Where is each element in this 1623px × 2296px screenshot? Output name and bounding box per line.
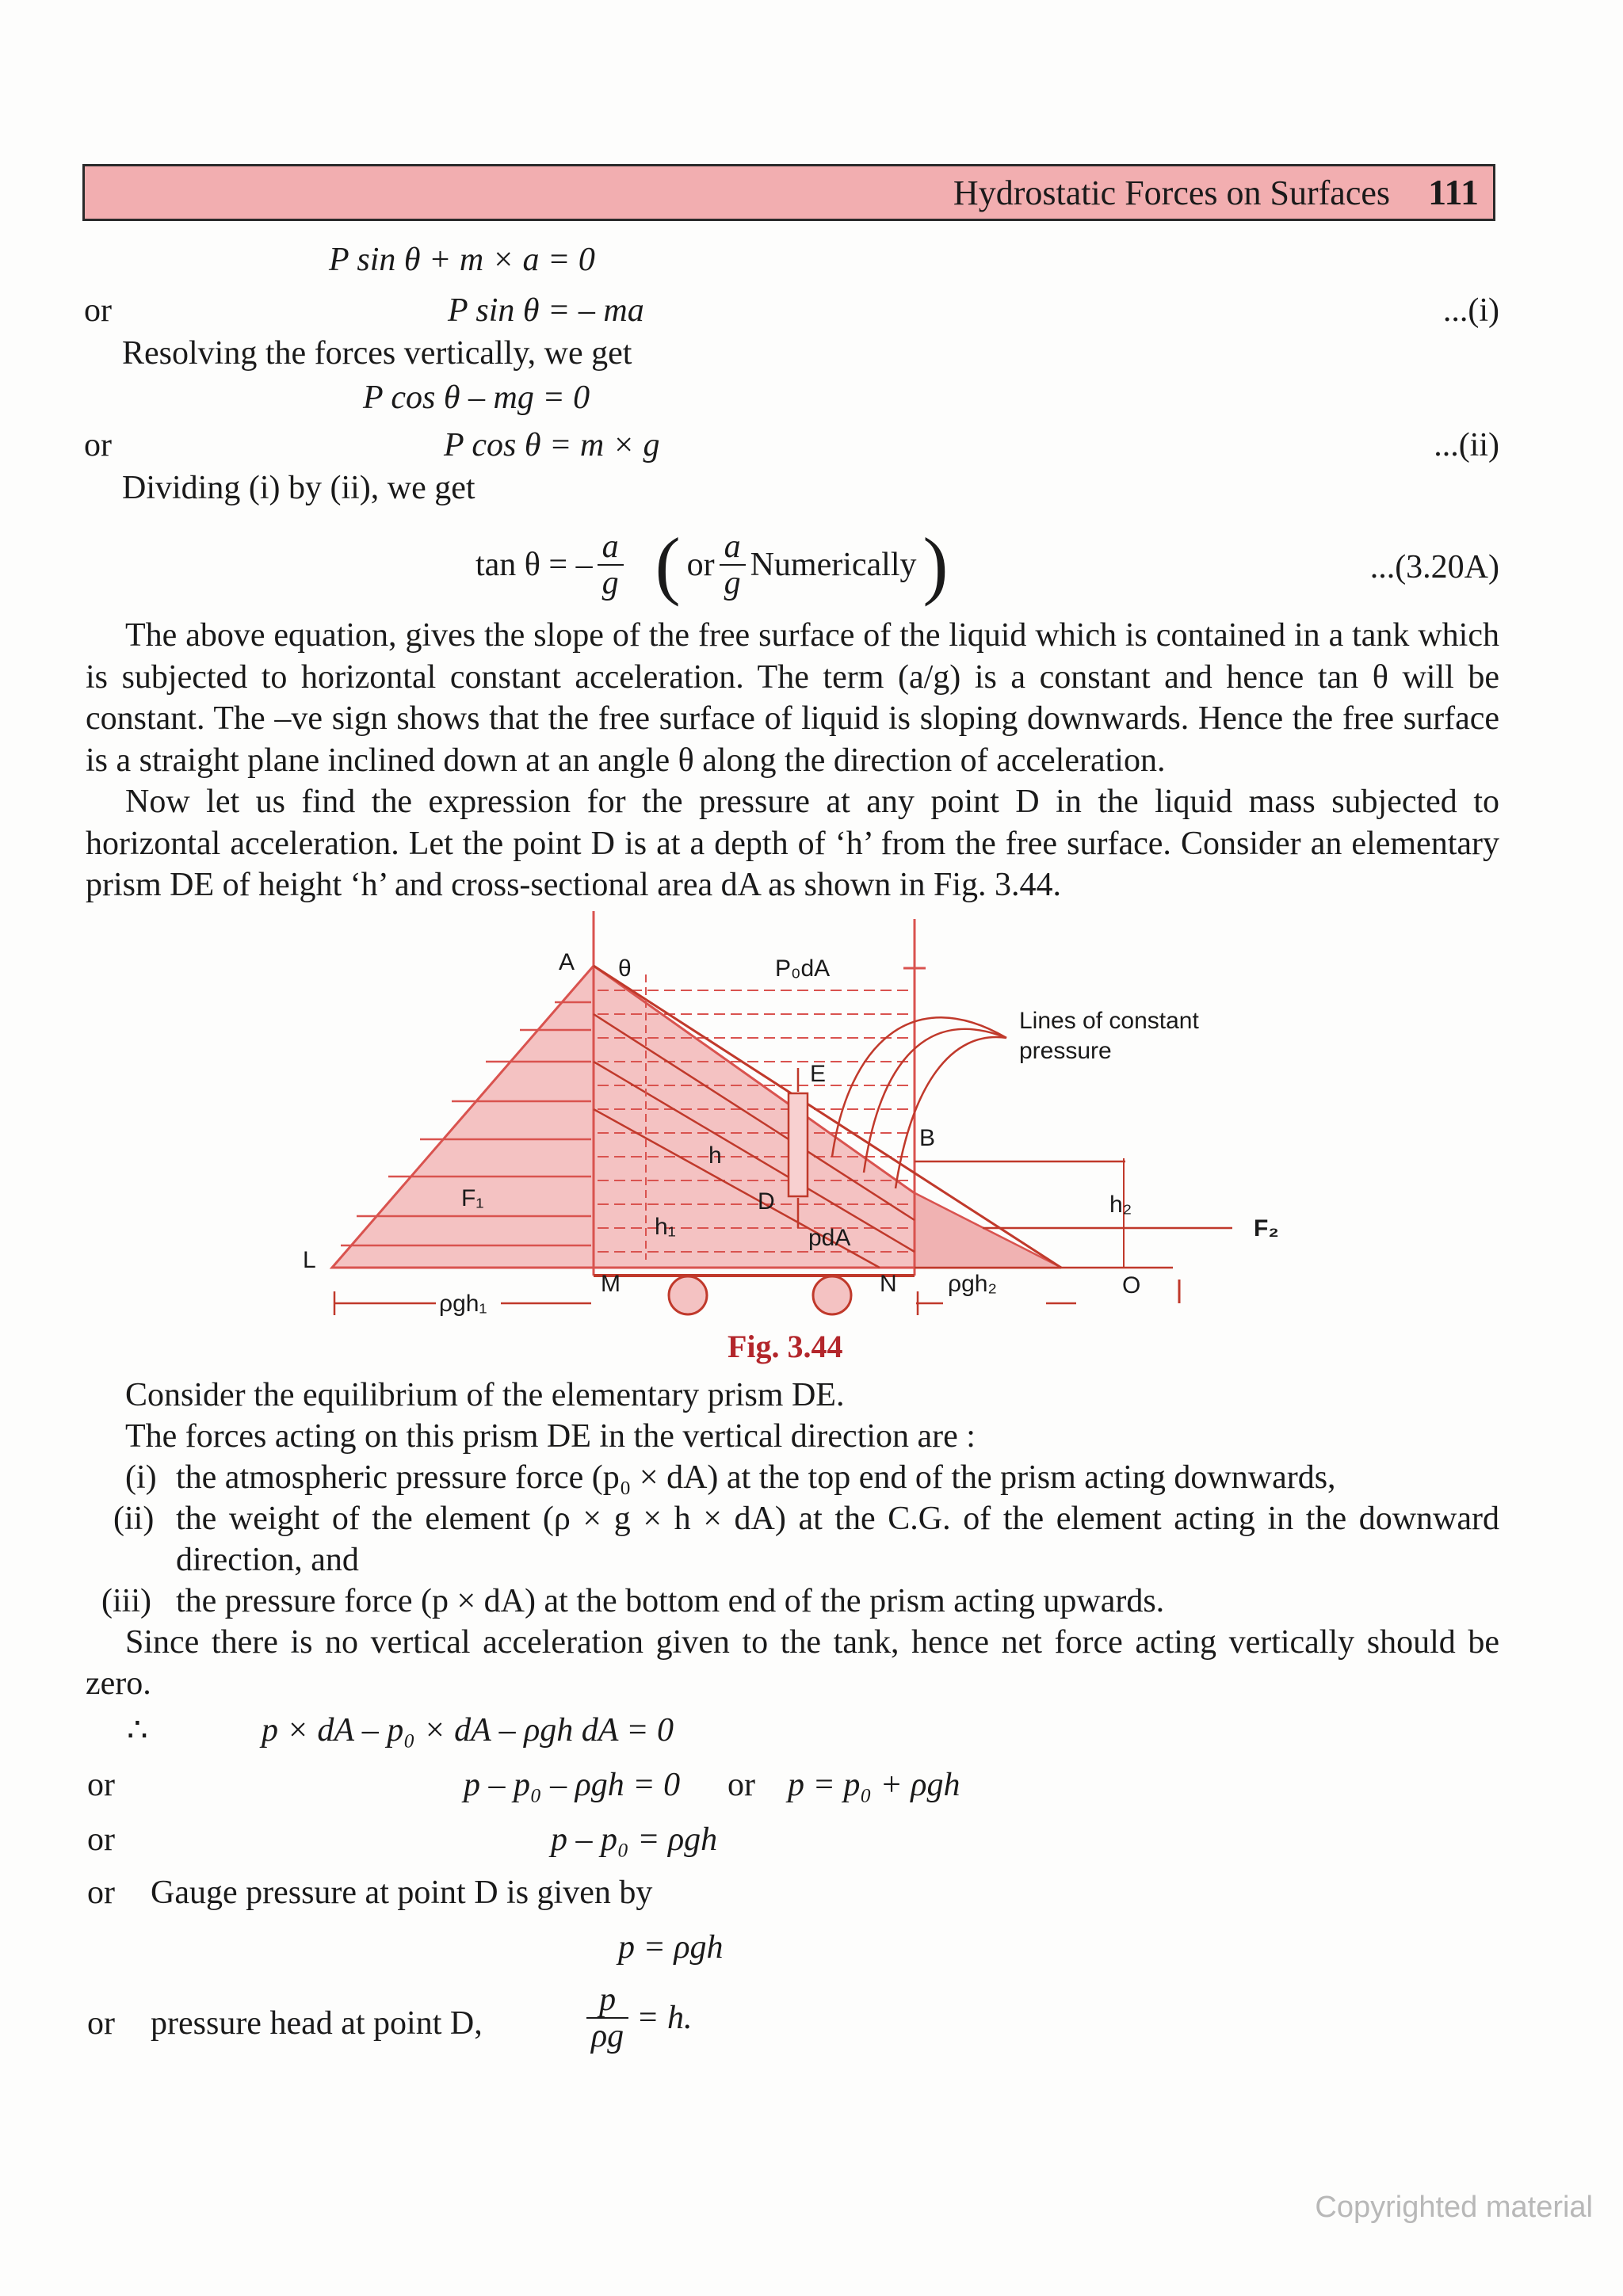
- fraction-a-g: [598, 529, 624, 601]
- numerator: a: [720, 529, 746, 566]
- or-word: or: [686, 547, 715, 583]
- item-2-text: the weight of the element (ρ × g × h × dA) at the C.G. of the element acting in the downward: [176, 1501, 1499, 1537]
- label-O: O: [1122, 1272, 1141, 1299]
- elementary-prism-DE: [789, 1093, 808, 1196]
- label-rhogh1: ρgh₁: [439, 1291, 487, 1317]
- figure-caption: Fig. 3.44: [727, 1329, 843, 1364]
- pressure-triangle-right: [915, 1193, 1061, 1268]
- paragraph-pressure: Now let us find the expression for the pressure at any point D in the liquid mass subjected to horizontal acceleration. Let the point D is at a depth of ‘h’ from the free surface. Consider an elementary prism DE of height ‘h’ and cross-sectional area dA as shown in Fig. 3.44.: [86, 784, 1499, 903]
- equation-4: P cos θ = m × g: [444, 427, 660, 463]
- equation-1: P sin θ + m × a = 0: [329, 242, 595, 278]
- label-B: B: [919, 1125, 936, 1151]
- copyright-watermark: Copyrighted material: [1315, 2191, 1593, 2224]
- label-F2: F₂: [1254, 1215, 1279, 1241]
- equation-6: p × dA – p₀ × dA – ρgh dA = 0: [262, 1712, 674, 1749]
- label-L: L: [303, 1247, 316, 1273]
- equation-7b: p = p₀ + ρgh: [788, 1767, 960, 1803]
- label-h1: h₁: [655, 1214, 676, 1240]
- therefore-symbol: ∴: [127, 1712, 148, 1749]
- item-1-text: the atmospheric pressure force (p₀ × dA) at the top end of the prism acting downwards,: [176, 1459, 1336, 1496]
- denominator: g: [601, 565, 619, 601]
- running-header: [82, 164, 1495, 221]
- paragraph-slope: The above equation, gives the slope of the free surface of the liquid which is contained in a tank which is subjected to horizontal constant acceleration. The term (a/g) is a constant and hence tan θ will be constant. The –ve sign shows that the free surface of liquid is sloping downwards. Hence the free surface is a straight plane inclined down at an angle θ along the direction of acceleration.: [86, 617, 1499, 779]
- label-E: E: [810, 1061, 827, 1087]
- pressure-head-equation: [586, 1982, 693, 2054]
- or-label: or: [87, 2005, 115, 2042]
- equation-number-ii: ...(ii): [1434, 427, 1499, 463]
- equation-7: p – p₀ – ρgh = 0: [464, 1767, 681, 1803]
- label-N: N: [880, 1271, 897, 1297]
- item-2-number: (ii): [113, 1501, 155, 1537]
- label-h: h: [708, 1142, 722, 1169]
- numerator: a: [598, 529, 624, 566]
- pressure-triangle-left: [332, 966, 594, 1268]
- since-text: Since there is no vertical acceleration given to the tank, hence net force acting vertically should be: [125, 1624, 1499, 1661]
- or-label: or: [87, 1767, 115, 1803]
- equation-2: P sin θ = – ma: [448, 292, 644, 329]
- label-p0dA: P₀dA: [775, 955, 831, 982]
- item-1-number: (i): [125, 1459, 157, 1496]
- equation-number-i: ...(i): [1442, 292, 1499, 329]
- dividing-text: Dividing (i) by (ii), we get: [122, 470, 475, 506]
- label-pressure: pressure: [1019, 1038, 1112, 1064]
- head-text: pressure head at point D,: [151, 2005, 483, 2042]
- item-3-number: (iii): [101, 1583, 151, 1619]
- page-number: 111: [1428, 172, 1479, 212]
- numerator: p: [586, 1982, 628, 2019]
- forces-text: The forces acting on this prism DE in the vertical direction are :: [125, 1418, 976, 1455]
- denominator: ρg: [591, 2018, 624, 2055]
- equation-3-20A: [475, 522, 949, 607]
- equation-3: P cos θ – mg = 0: [363, 379, 590, 416]
- tan-lhs: tan θ = –: [475, 547, 593, 583]
- equation-8: p – p₀ = ρgh: [551, 1821, 718, 1858]
- item-2-continuation: direction, and: [176, 1542, 359, 1578]
- numerically-word: Numerically: [750, 547, 917, 583]
- equation-9: p = ρgh: [618, 1929, 724, 1966]
- right-paren: ): [922, 522, 949, 607]
- denominator: g: [724, 565, 741, 601]
- tank-wheels: [669, 1276, 851, 1314]
- head-rhs: = h.: [636, 2000, 693, 2037]
- left-paren: (: [655, 522, 681, 607]
- equation-number-3-20A: ...(3.20A): [1369, 549, 1499, 585]
- label-A: A: [559, 949, 575, 975]
- label-theta: θ: [618, 955, 632, 982]
- fraction-p-rhog: [586, 1982, 628, 2054]
- consider-text: Consider the equilibrium of the elementary prism DE.: [125, 1377, 845, 1413]
- or-label: or: [87, 1875, 115, 1911]
- or-label: or: [87, 1821, 115, 1858]
- resolve-text: Resolving the forces vertically, we get: [122, 335, 632, 372]
- gauge-text: Gauge pressure at point D is given by: [151, 1875, 653, 1911]
- label-M: M: [601, 1271, 621, 1297]
- item-3-text: the pressure force (p × dA) at the bottom end of the prism acting upwards.: [176, 1583, 1165, 1619]
- zero-text: zero.: [86, 1665, 151, 1702]
- label-lines-of-constant: Lines of constant: [1019, 1008, 1199, 1034]
- fraction-a-g-2: [720, 529, 746, 601]
- label-pdA: pdA: [808, 1225, 851, 1251]
- label-rhogh2: ρgh₂: [948, 1271, 998, 1297]
- label-F1: F₁: [461, 1185, 484, 1211]
- chapter-title: Hydrostatic Forces on Surfaces: [953, 174, 1390, 212]
- or-label: or: [84, 292, 112, 329]
- label-D: D: [758, 1188, 775, 1215]
- label-h2: h₂: [1109, 1192, 1132, 1218]
- figure-3-44: [293, 903, 1323, 1339]
- or-mid: or: [727, 1767, 755, 1803]
- or-label: or: [84, 427, 112, 463]
